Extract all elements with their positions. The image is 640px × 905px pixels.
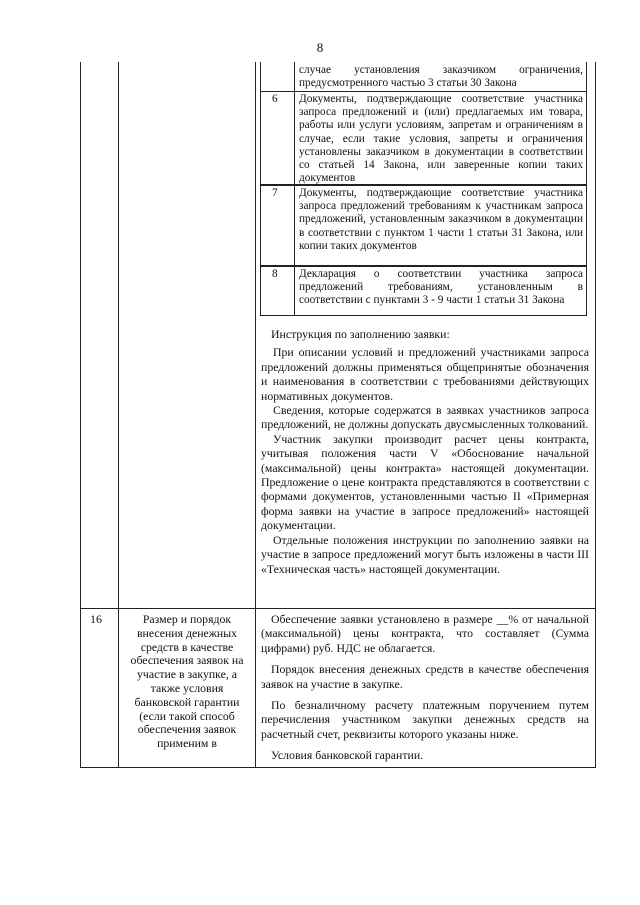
instruction-title: Инструкция по заполнению заявки: [271, 327, 450, 341]
instruction-paragraph: Участник закупки производит расчет цены контракта, учитывая положения части V «Обоснование начальной (максимальной) цены контракта» настоящей документации. Предложение о цене контракта представляются в соответствии с формами документов, установленными частью II «Примерная форма заявки на участие в запросе предложений» настоящей документации. [261, 431, 589, 533]
list-item-divider [294, 185, 295, 266]
row-16-content [261, 612, 589, 770]
list-item-text: Документы, подтверждающие соответствие участника запроса предложений и (или) предлагаемых им товара, работы или услуги условиям, запретам и ограничениям в случае, если такие условия, запреты и ограничения установлены заказчиком в документации в соответствии со статьей 14 Закона, или заверенные копии таких документов [299, 93, 583, 185]
table-column-divider-1 [118, 62, 119, 768]
bank-transfer-paragraph: По безналичному расчету платежным поручением путем перечисления участником закупки денежных средств на расчетный счет, реквизиты которого указаны ниже. [261, 698, 589, 741]
list-item-number: 6 [272, 93, 278, 105]
table-border-right [595, 62, 596, 768]
list-item-text: Документы, подтверждающие соответствие участника запроса предложений требованиям к участникам запроса предложений, установленным заказчиком в документации в соответствии с пунктом 1 части 1 статьи 31 Закона, или копии таких документов [299, 187, 583, 252]
inner-list-right-border [586, 62, 587, 91]
table-row-divider [80, 608, 596, 609]
security-amount-text-rest: % от начальной (максимальной) цены контракта, что составляет (Сумма цифрами) руб. НДС не облагается. [261, 612, 589, 655]
list-item-divider [294, 266, 295, 316]
instruction-paragraph: Отдельные положения инструкции по заполнению заявки на участие в запросе предложений могут быть изложены в части III «Техническая часть» настоящей документации. [261, 532, 589, 576]
instruction-block [261, 327, 589, 576]
list-item-text: случае установления заказчиком ограничения, предусмотренного частью 3 статьи 30 Закона [299, 64, 583, 90]
security-amount-paragraph [261, 612, 589, 655]
bank-guarantee-paragraph: Условия банковской гарантии. [271, 748, 424, 763]
list-item-number: 8 [272, 268, 278, 280]
list-item-divider [294, 91, 295, 185]
instruction-paragraph: При описании условий и предложений участниками запроса предложений должны применяться общепринятые обозначения и наименования в соответствии с требованиями действующих нормативных документов. [261, 345, 589, 403]
security-percent-blank: __ [496, 612, 509, 626]
page-number: 8 [316, 40, 324, 55]
table-border-left [80, 62, 81, 768]
security-amount-text: Обеспечение заявки установлено в размере [271, 612, 497, 626]
payment-procedure-paragraph: Порядок внесения денежных средств в качестве обеспечения заявок на участие в закупке. [261, 662, 589, 691]
inner-list-divider [294, 62, 295, 91]
table-column-divider-2 [255, 62, 256, 768]
instruction-paragraph: Сведения, которые содержатся в заявках участников запроса предложений, не должны допускать двусмысленных толкований. [261, 403, 589, 432]
inner-list-left-border [260, 62, 261, 91]
list-item-text: Декларация о соответствии участника запроса предложений требованиям, установленным в соответствии с пунктами 3 - 9 части 1 статьи 31 Закона [299, 268, 583, 307]
row-16-title: Размер и порядок внесения денежных средств в качестве обеспечения заявок на участие в закупке, а также условия банковской гарантии (если такой способ обеспечения заявок применим в [130, 612, 244, 751]
list-item-number: 7 [272, 187, 278, 199]
row-16-number: 16 [90, 612, 102, 626]
